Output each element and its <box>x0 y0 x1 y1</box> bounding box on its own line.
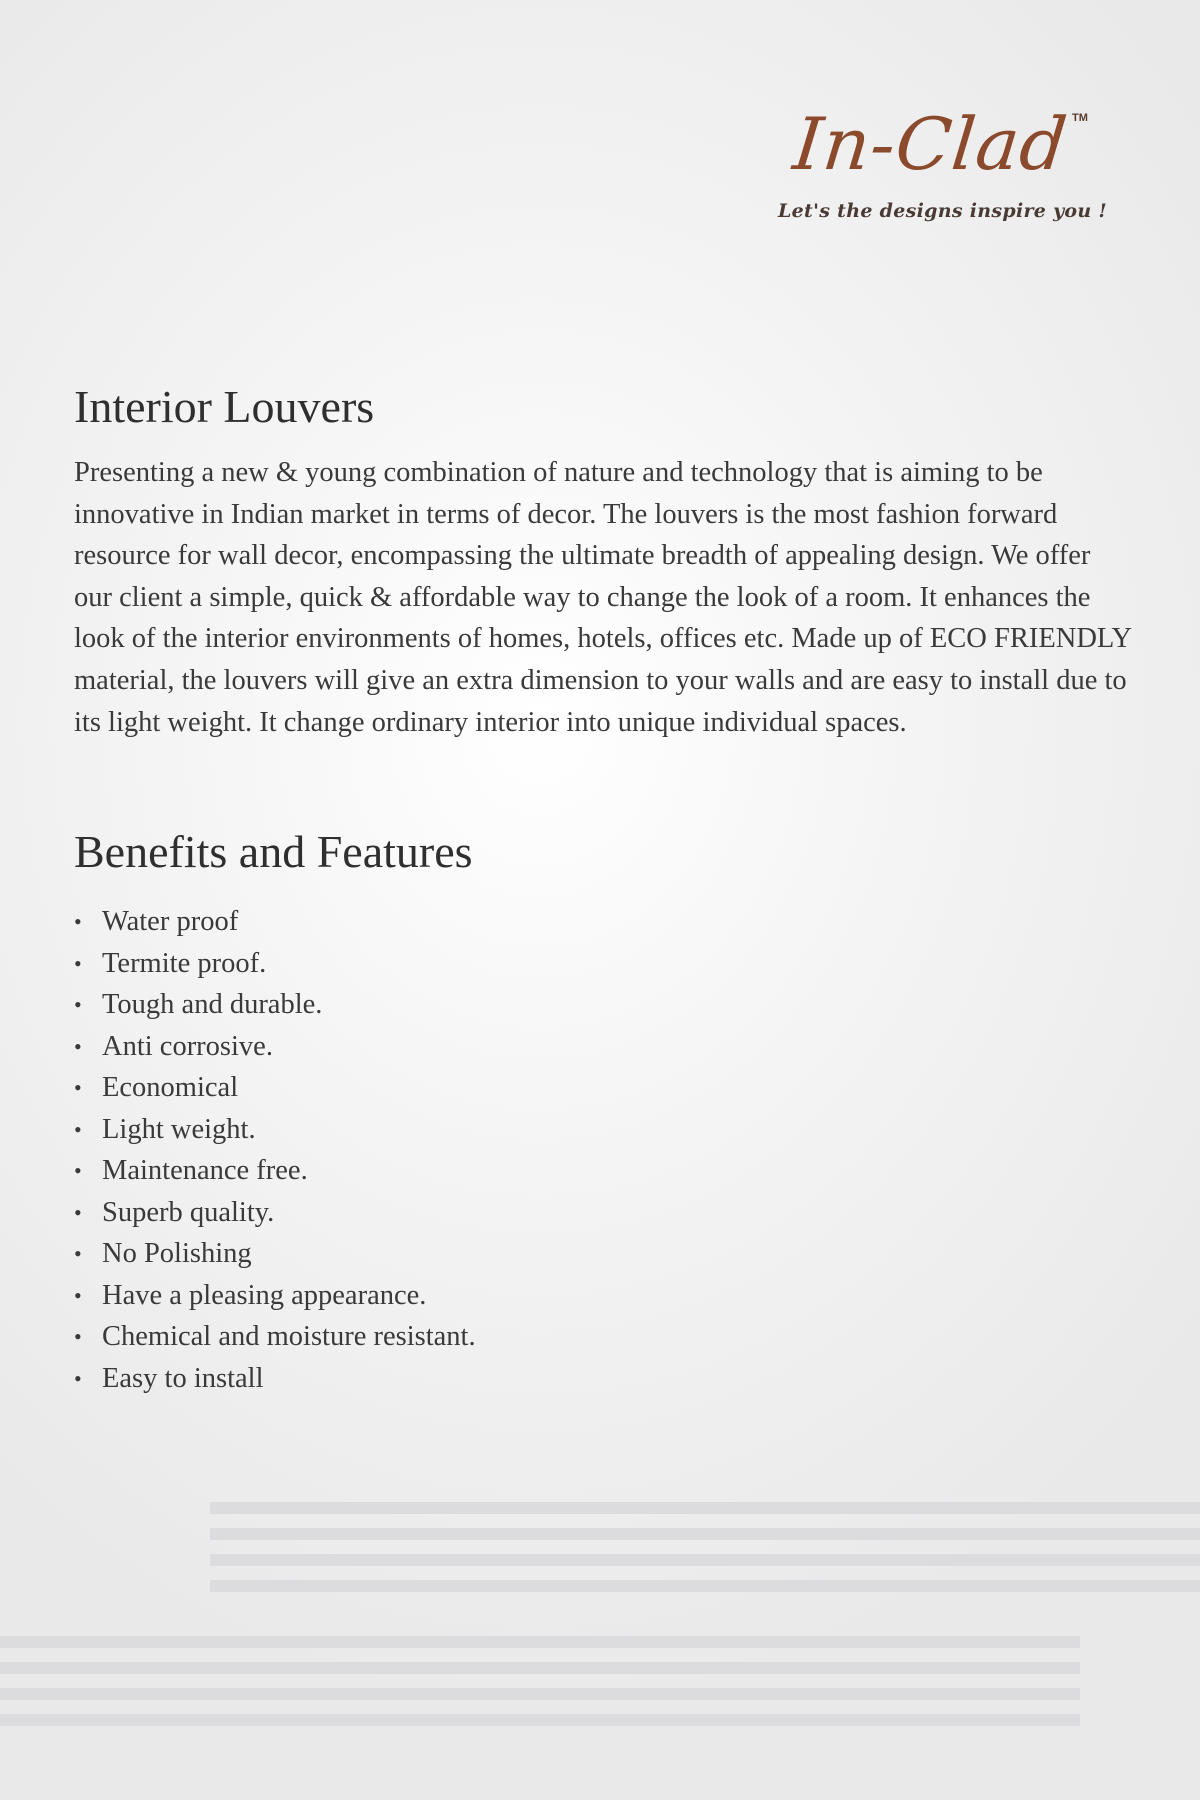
bullet-icon: • <box>74 1324 82 1350</box>
brand-name: In-Clad <box>789 102 1072 186</box>
feature-item <box>74 1358 1124 1400</box>
feature-item <box>74 1109 1124 1151</box>
feature-text: Easy to install <box>102 1362 264 1394</box>
bullet-icon: • <box>74 1075 82 1101</box>
feature-item <box>74 1192 1124 1234</box>
feature-text: Chemical and moisture resistant. <box>102 1321 476 1353</box>
trademark-symbol: TM <box>1072 112 1088 124</box>
feature-item <box>74 943 1124 985</box>
main-content <box>74 380 1131 1399</box>
feature-item <box>74 901 1124 943</box>
feature-item <box>74 1026 1124 1068</box>
decorative-stripes-lower <box>0 1636 1080 1732</box>
feature-text: No Polishing <box>102 1238 252 1270</box>
feature-text: Tough and durable. <box>102 989 323 1021</box>
brand-tagline: Let's the designs inspire you ! <box>778 200 1108 222</box>
feature-text: Light weight. <box>102 1113 256 1145</box>
bullet-icon: • <box>74 1241 82 1267</box>
bullet-icon: • <box>74 1116 82 1142</box>
feature-text: Anti corrosive. <box>102 1030 273 1062</box>
bullet-icon: • <box>74 1033 82 1059</box>
feature-item <box>74 984 1124 1026</box>
decorative-stripes-upper <box>210 1502 1200 1598</box>
feature-text: Have a pleasing appearance. <box>102 1279 427 1311</box>
feature-item <box>74 1275 1124 1317</box>
feature-text: Water proof <box>102 906 239 938</box>
feature-text: Maintenance free. <box>102 1155 308 1187</box>
bullet-icon: • <box>74 992 82 1018</box>
features-list <box>74 901 1124 1399</box>
feature-text: Superb quality. <box>102 1196 275 1228</box>
feature-item <box>74 1150 1124 1192</box>
feature-item <box>74 1233 1124 1275</box>
brand-logo <box>770 102 1110 238</box>
feature-text: Economical <box>102 1072 239 1104</box>
bullet-icon: • <box>74 1282 82 1308</box>
bullet-icon: • <box>74 950 82 976</box>
section-title-benefits: Benefits and Features <box>74 826 473 878</box>
bullet-icon: • <box>74 1158 82 1184</box>
feature-text: Termite proof. <box>102 947 267 979</box>
bullet-icon: • <box>74 909 82 935</box>
bullet-icon: • <box>74 1199 82 1225</box>
intro-paragraph: Presenting a new & young combination of nature and technology that is aiming to be innovative in Indian market in terms of decor. The louvers is the most fashion forward resource for wall decor, encompassing the ultimate breadth of appealing design. We offer our client a simple, quick & affordable way to change the look of a room. It enhances the look of the interior environments of homes, hotels, offices etc. Made up of ECO FRIENDLY material, the louvers will give an extra dimension to your walls and are easy to install due to its light weight. It change ordinary interior into unique individual spaces. <box>74 457 1131 738</box>
feature-item <box>74 1067 1124 1109</box>
section-title-interior-louvers: Interior Louvers <box>74 381 375 432</box>
bullet-icon: • <box>74 1365 82 1391</box>
feature-item <box>74 1316 1124 1358</box>
